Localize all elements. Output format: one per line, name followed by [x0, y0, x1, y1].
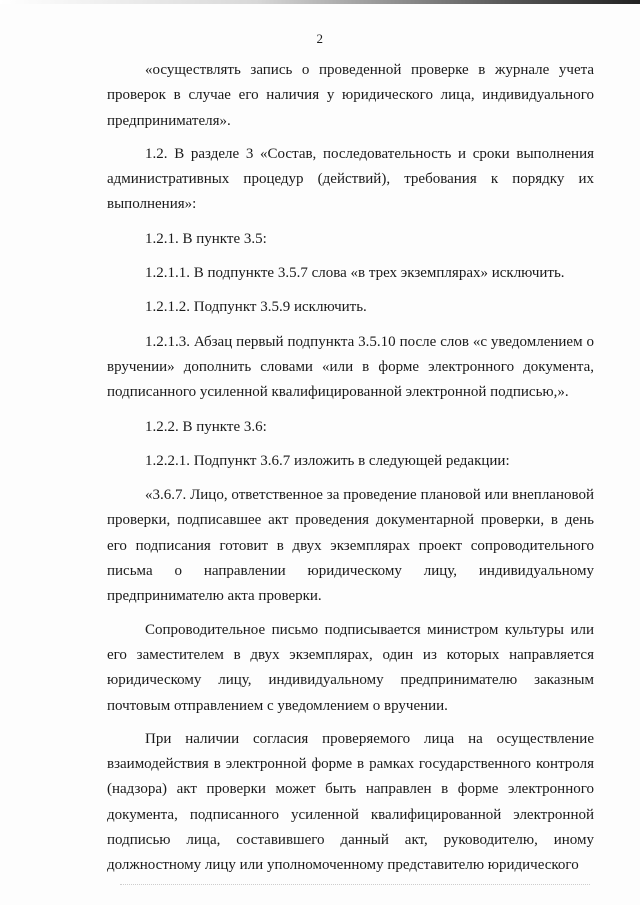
paragraph-1-2-2-1: 1.2.2.1. Подпункт 3.6.7 изложить в следующей редакции: — [145, 452, 510, 469]
scan-noise-line — [120, 884, 590, 887]
paragraph-1-2-1: 1.2.1. В пункте 3.5: — [145, 230, 267, 247]
paragraph-1-2-1-1: 1.2.1.1. В подпункте 3.5.7 слова «в трех экземплярах» исключить. — [145, 265, 565, 282]
paragraph-1-2-1-2: 1.2.1.2. Подпункт 3.5.9 исключить. — [145, 299, 367, 316]
paragraph-1-2-2: 1.2.2. В пункте 3.6: — [145, 418, 267, 435]
paragraph-quote-end: «осуществлять запись о проведенной проверке в журнале учета проверок в случае его наличия у юридического лица, индивидуального предпринимателя». — [107, 62, 594, 129]
paragraph-electronic-form: При наличии согласия проверяемого лица на осуществление взаимодействия в электронной форме в рамках государственного контроля (надзора) акт проверки может быть направлен в форме электронного документа, подписанного усиленной квалифицированной электронной подписью лица, составившего данный акт, руководителю, иному должностному лицу или уполномоченному представителю юридического — [107, 730, 594, 874]
page-number: 2 — [316, 31, 324, 46]
paragraph-1-2: 1.2. В разделе 3 «Состав, последовательность и сроки выполнения административных процедур (действий), требования к порядку их выполнения»: — [107, 145, 594, 213]
scan-top-edge — [0, 0, 640, 4]
paragraph-3-6-7: «3.6.7. Лицо, ответственное за проведение плановой или внеплановой проверки, подписавшее акт проведения документарной проверки, в день его подписания готовит в двух экземплярах проект сопроводительного письма о направлении юридическому лицу, индивидуальному предпринимателю акта проверки. — [107, 487, 594, 605]
paragraph-1-2-1-3: 1.2.1.3. Абзац первый подпункта 3.5.10 после слов «с уведомлением о вручении» дополнить словами «или в форме электронного документа, подписанного усиленной квалифицированной электронной подписью,». — [107, 333, 594, 401]
document-body — [107, 58, 594, 879]
paragraph-cover-letter: Сопроводительное письмо подписывается министром культуры или его заместителем в двух экземплярах, один из которых направляется юридическому лицу, индивидуальному предпринимателю заказным почтовым отправлением с уведомлением о вручении. — [107, 621, 594, 714]
